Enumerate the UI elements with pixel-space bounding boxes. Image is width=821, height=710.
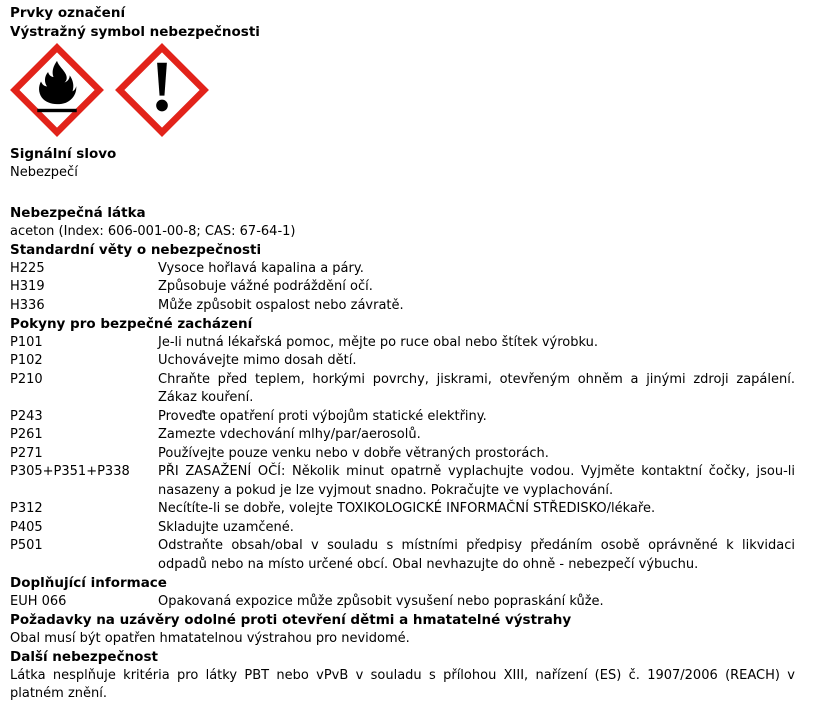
precautionary-statement-row: [10, 519, 795, 538]
statement-text: Odstraňte obsah/obal v souladu s místními předpisy předáním osobě oprávněné k likvidaci odpadů nebo na místo určené obcí. Obal nevhazujte do ohně - nebezpečí výbuchu.: [158, 538, 795, 572]
statement-code: P101: [10, 334, 43, 350]
pictogram-section-heading: Výstražný symbol nebezpečnosti: [10, 23, 260, 40]
statement-text: Uchovávejte mimo dosah dětí.: [158, 353, 357, 368]
statement-text: Vysoce hořlavá kapalina a páry.: [158, 260, 364, 276]
statement-code: P405: [10, 519, 43, 535]
statement-text: Necítíte-li se dobře, volejte TOXIKOLOGICKÉ INFORMAČNÍ STŘEDISKO/lékaře.: [158, 501, 656, 516]
precautionary-statement-row: [10, 463, 795, 500]
statement-text: Opakovaná expozice může způsobit vysušení nebo popraskání kůže.: [158, 593, 604, 609]
statement-code: P501: [10, 538, 43, 553]
precautionary-statement-row: [10, 334, 795, 353]
supplemental-information-heading: Doplňující informace: [10, 575, 167, 591]
precautionary-statements-list: [10, 334, 795, 575]
supplemental-information-row: [10, 593, 795, 612]
signal-word-heading: Signální slovo: [10, 146, 117, 162]
precautionary-statements-heading: Pokyny pro bezpečné zacházení: [10, 316, 253, 332]
other-hazards-heading: Další nebezpečnost: [10, 649, 158, 665]
pictogram-row: [10, 43, 795, 137]
statement-code: P243: [10, 408, 43, 424]
statement-code: P210: [10, 371, 43, 387]
statement-text: Používejte pouze venku nebo v dobře větraných prostorách.: [158, 445, 549, 461]
precautionary-statement-row: [10, 408, 795, 427]
statement-text: Proveďte opatření proti výbojům statické elektřiny.: [158, 408, 487, 424]
statement-code: P312: [10, 501, 43, 516]
signal-word-value: Nebezpečí: [10, 164, 78, 180]
statement-code: H319: [10, 279, 45, 294]
hazard-statement-row: [10, 260, 795, 279]
statement-text: Chraňte před teplem, horkými povrchy, jiskrami, otevřeným ohněm a jinými zdroji zapálení. Zákaz kouření.: [158, 371, 795, 405]
statement-code: P305+P351+P338: [10, 464, 130, 479]
ghs-flame-pictogram: [10, 43, 104, 137]
statement-code: EUH 066: [10, 593, 67, 609]
hazard-statements-heading: Standardní věty o nebezpečnosti: [10, 242, 262, 258]
statement-code: P261: [10, 427, 43, 442]
precautionary-statement-row: [10, 352, 795, 371]
closure-requirements-heading: Požadavky na uzávěry odolné proti otevření dětmi a hmatatelné výstrahy: [10, 612, 572, 628]
other-hazards-text: Látka nesplňuje kritéria pro látky PBT nebo vPvB v souladu s přílohou XIII, nařízení (ES) č. 1907/2006 (REACH) v platném znění.: [10, 667, 795, 701]
hazard-statement-row: [10, 278, 795, 297]
precautionary-statement-row: [10, 500, 795, 519]
closure-requirements-text: Obal musí být opatřen hmatatelnou výstrahou pro nevidomé.: [10, 630, 410, 646]
statement-code: P271: [10, 445, 43, 461]
statement-text: Může způsobit ospalost nebo závratě.: [158, 297, 404, 313]
hazardous-substance-value: aceton (Index: 606-001-00-8; CAS: 67-64-1): [10, 223, 296, 239]
precautionary-statement-row: [10, 371, 795, 408]
hazard-statement-row: [10, 297, 795, 316]
statement-text: Je-li nutná lékařská pomoc, mějte po ruce obal nebo štítek výrobku.: [158, 334, 599, 350]
statement-text: Skladujte uzamčené.: [158, 519, 294, 535]
statement-text: PŘI ZASAŽENÍ OČÍ: Několik minut opatrně vyplachujte vodou. Vyjměte kontaktní čočky, jsou-li nasazeny a pokud je lze vyjmout snadno. Pokračujte ve vyplachování.: [158, 464, 795, 498]
precautionary-statement-row: [10, 537, 795, 574]
statement-text: Způsobuje vážné podráždění očí.: [158, 279, 373, 294]
statement-text: Zamezte vdechování mlhy/par/aerosolů.: [158, 427, 421, 442]
ghs-exclamation-pictogram: [115, 43, 209, 137]
supplemental-information-list: [10, 593, 795, 612]
hazard-statements-list: [10, 260, 795, 316]
precautionary-statement-row: [10, 445, 795, 464]
hazardous-substance-heading: Nebezpečná látka: [10, 205, 146, 221]
precautionary-statement-row: [10, 426, 795, 445]
page-title: Prvky označení: [10, 5, 126, 21]
statement-code: P102: [10, 353, 43, 368]
statement-code: H225: [10, 260, 45, 276]
statement-code: H336: [10, 297, 45, 313]
